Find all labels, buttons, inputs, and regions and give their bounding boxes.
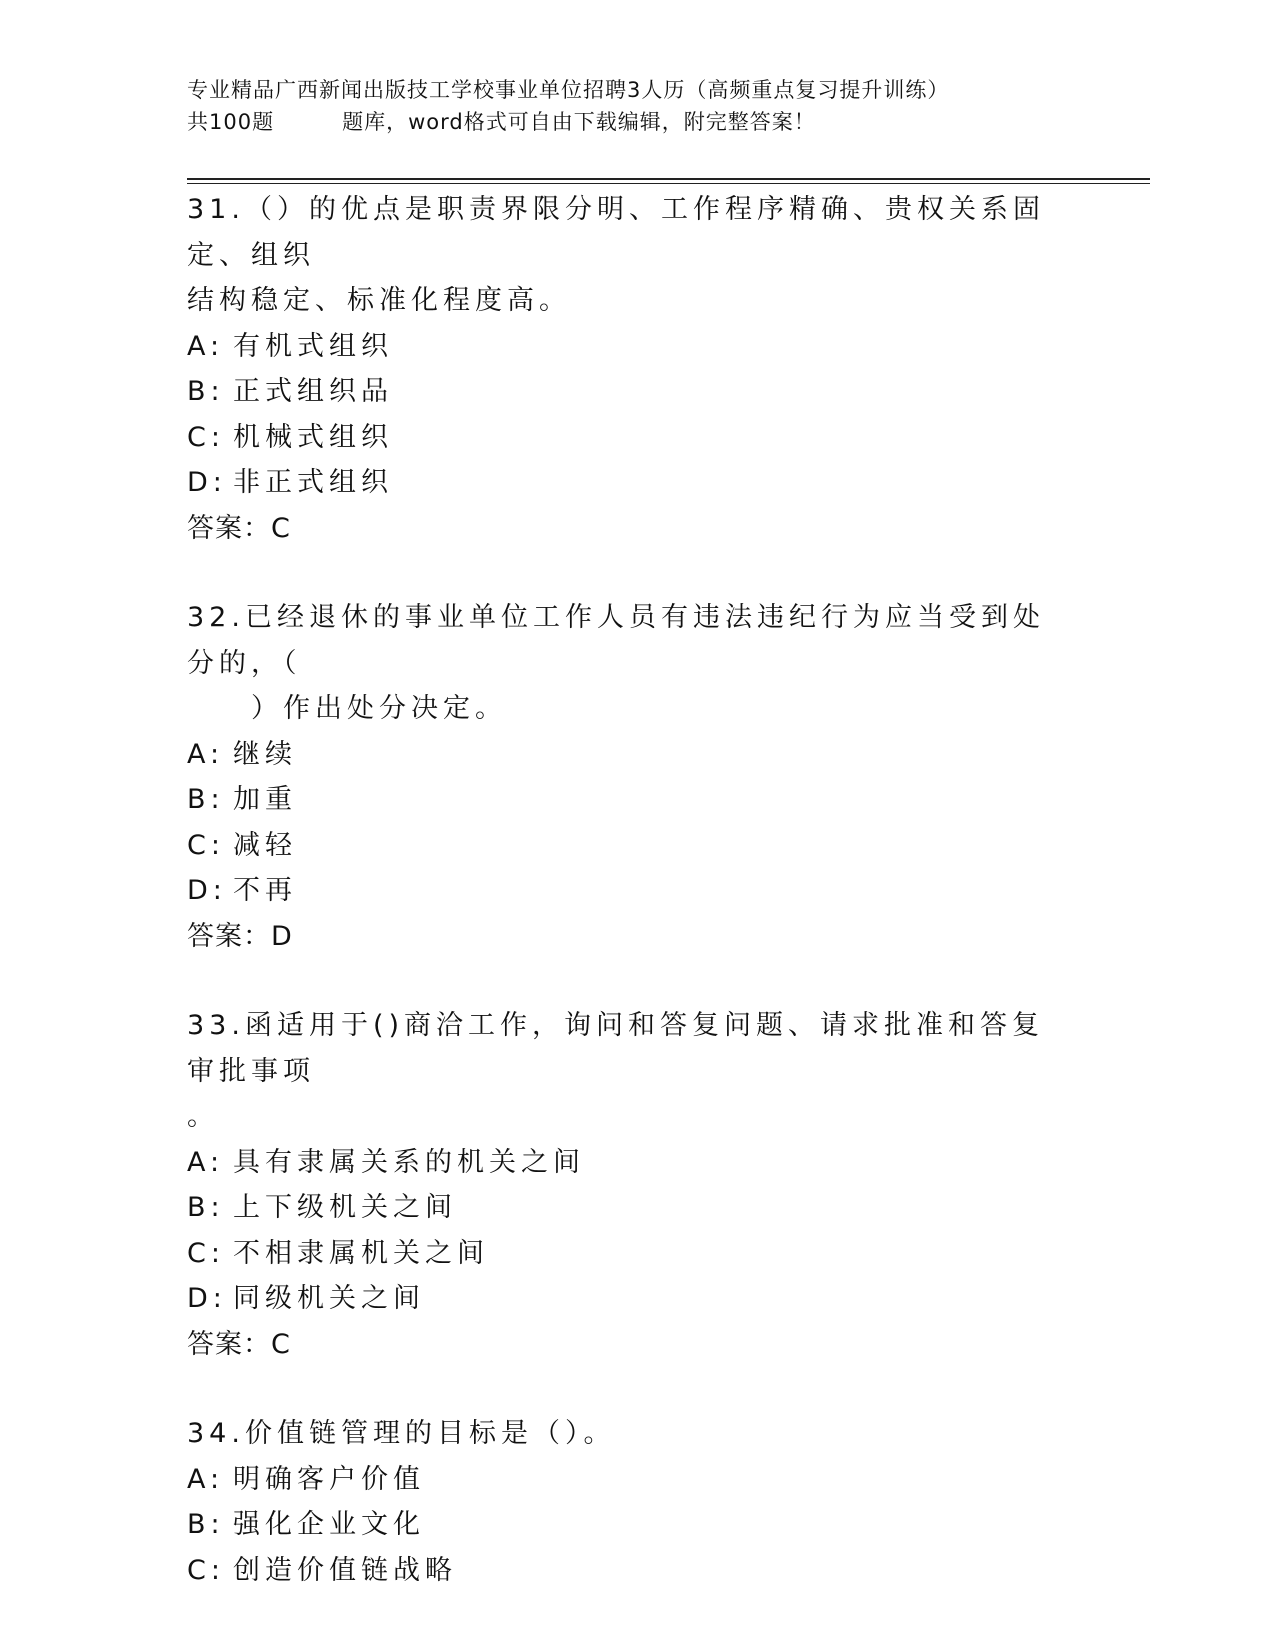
option-text: 具有隶属关系的机关之间 [233, 1146, 585, 1178]
question-33 [187, 1003, 1067, 1367]
option-key: B: [187, 784, 225, 815]
option-c [187, 415, 1067, 461]
answer-line: 答案：C [187, 1328, 291, 1360]
option-c [187, 823, 1067, 869]
option-b [187, 369, 1067, 415]
option-d [187, 1276, 1067, 1322]
option-d [187, 868, 1067, 914]
header-title: 专业精品广西新闻出版技工学校事业单位招聘3人历（高频重点复习提升训练） [187, 78, 950, 102]
question-stem: 33.函适用于()商洽工作，询问和答复问题、请求批准和答复审批事项 [187, 1010, 1045, 1087]
option-key: D: [187, 467, 227, 498]
option-c [187, 1231, 1067, 1277]
question-stem: 34.价值链管理的目标是（）。 [187, 1418, 616, 1449]
option-text: 减轻 [233, 829, 297, 861]
option-key: B: [187, 1509, 225, 1540]
question-34 [187, 1411, 1067, 1593]
header-rule-thick [187, 178, 1150, 180]
document-header [187, 74, 1147, 138]
question-stem-continued: ）作出处分决定。 [187, 693, 507, 724]
option-b [187, 777, 1067, 823]
option-text: 不相隶属机关之间 [233, 1237, 489, 1269]
option-key: C: [187, 1237, 225, 1269]
option-c [187, 1548, 1067, 1594]
header-note: 题库，word格式可自由下载编辑，附完整答案！ [342, 110, 816, 134]
option-a [187, 1140, 1067, 1186]
option-a [187, 1457, 1067, 1503]
option-text: 同级机关之间 [233, 1283, 425, 1314]
question-list [187, 187, 1067, 1637]
option-text: 机械式组织 [233, 421, 393, 453]
option-key: D: [187, 875, 227, 906]
option-d [187, 460, 1067, 506]
option-a [187, 732, 1067, 778]
header-rule-thin [187, 183, 1150, 184]
option-key: A: [187, 330, 225, 362]
option-key: C: [187, 421, 225, 453]
question-stem-continued: 。 [187, 1101, 219, 1132]
option-key: C: [187, 829, 225, 861]
option-b [187, 1185, 1067, 1231]
question-stem: 31.（）的优点是职责界限分明、工作程序精确、贵权关系固定、组织 [187, 194, 1045, 271]
header-subtitle [187, 106, 1147, 138]
question-stem-continued: 结构稳定、标准化程度高。 [187, 285, 571, 316]
header-count: 共100题 [187, 110, 275, 134]
option-key: A: [187, 738, 225, 770]
option-text: 创造价值链战略 [233, 1554, 457, 1586]
option-text: 加重 [233, 784, 297, 815]
option-text: 非正式组织 [233, 467, 393, 498]
option-key: A: [187, 1463, 225, 1495]
answer-line: 答案：C [187, 512, 291, 544]
option-a [187, 324, 1067, 370]
option-key: C: [187, 1554, 225, 1586]
option-text: 不再 [233, 875, 297, 906]
option-key: D: [187, 1283, 227, 1314]
option-text: 上下级机关之间 [233, 1192, 457, 1223]
answer-line: 答案：D [187, 920, 293, 952]
option-text: 有机式组织 [233, 330, 393, 362]
option-key: A: [187, 1146, 225, 1178]
option-b [187, 1502, 1067, 1548]
question-31 [187, 187, 1067, 551]
question-stem: 32.已经退休的事业单位工作人员有违法违纪行为应当受到处分的，（ [187, 602, 1045, 679]
question-32 [187, 595, 1067, 959]
option-key: B: [187, 1192, 225, 1223]
option-text: 正式组织品 [233, 376, 393, 407]
option-text: 强化企业文化 [233, 1509, 425, 1540]
option-text: 继续 [233, 738, 297, 770]
option-text: 明确客户价值 [233, 1463, 425, 1495]
option-key: B: [187, 376, 225, 407]
